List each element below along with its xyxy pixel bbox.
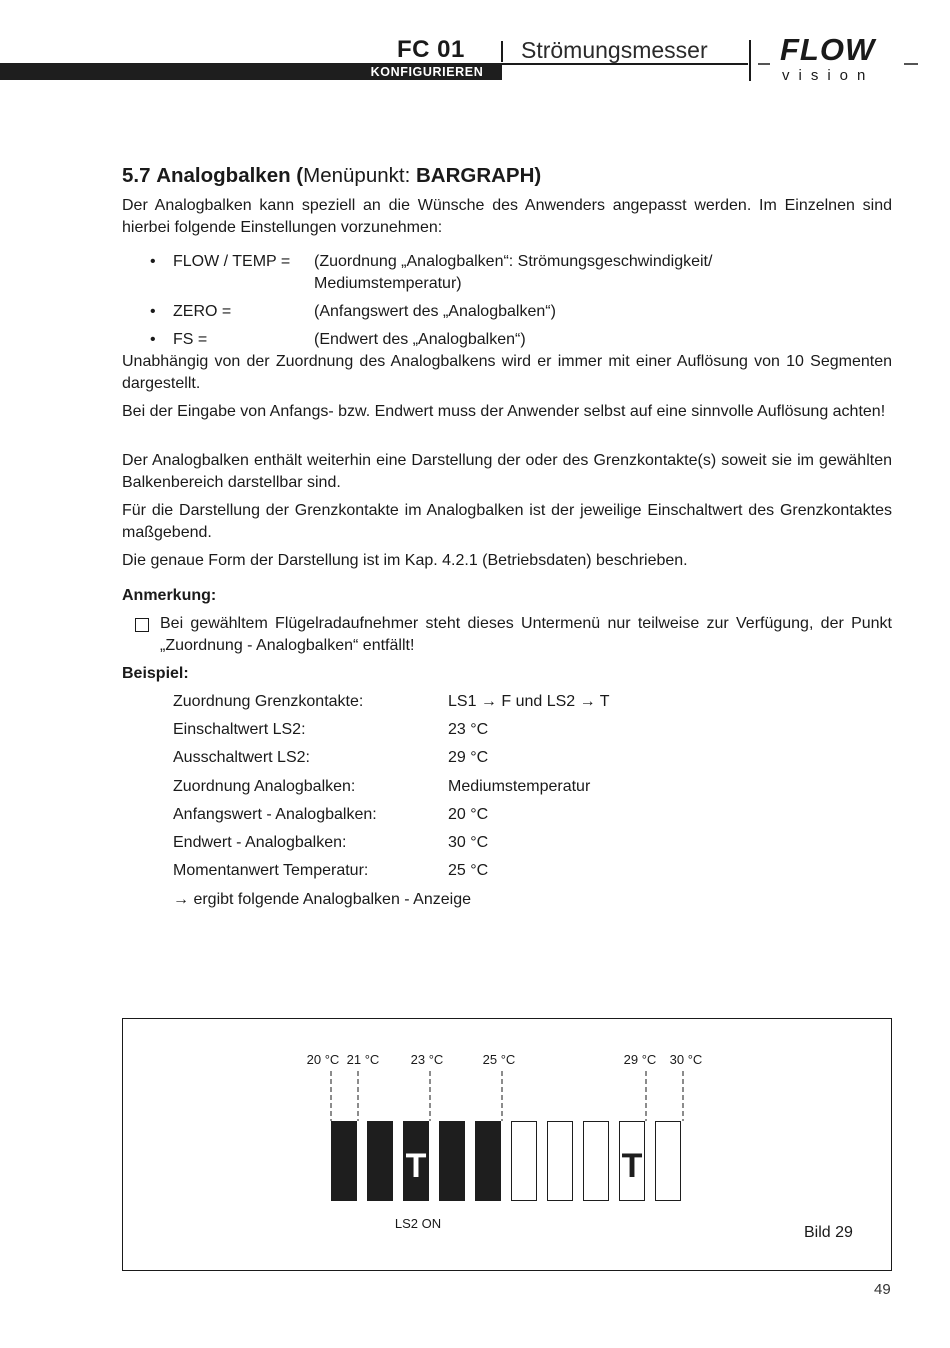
example-key: Endwert - Analogbalken: [173,834,347,851]
intro-paragraph: Der Analogbalken kann speziell an die Wünsche des Anwenders angepasst werden. Im Einzelnen sind hierbei folgende Einstellungen vorzunehmen: [122,197,892,236]
bar-segment [368,1122,393,1201]
heading-normal: Menüpunkt: [303,164,416,187]
example-key: Einschaltwert LS2: [173,721,306,738]
status-label: LS2 ON [394,1216,442,1231]
example-key: Anfangswert - Analogbalken: [173,806,377,823]
bar-segment [476,1122,501,1201]
example-value: 20 °C [448,806,489,823]
header-product-code: FC 01 [397,36,465,63]
heading-bold2: BARGRAPH) [415,164,542,187]
tick-label: 23 °C [410,1052,444,1067]
bargraph-diagram [123,1019,891,1270]
example-result: → ergibt folgende Analogbalken - Anzeige [173,891,471,908]
example-key: Ausschaltwert LS2: [173,749,310,766]
flow-vision-logo [758,30,920,84]
paragraph: Bei der Eingabe von Anfangs- bzw. Endwert muss der Anwender selbst auf eine sinnvolle Auflösung achten! [122,403,886,420]
example-key: Momentanwert Temperatur: [173,862,369,879]
heading-number: 5.7 [122,164,151,187]
bar-segment [440,1122,465,1201]
bar-segment [584,1122,609,1201]
example-value: 25 °C [448,862,489,879]
paragraph: Für die Darstellung der Grenzkontakte im Analogbalken ist der jeweilige Einschaltwert des Grenzkontaktes maßgebend. [122,502,892,541]
example-value: 23 °C [448,721,489,738]
example-value: Mediumstemperatur [448,778,591,795]
example-value: 30 °C [448,834,489,851]
tick-label: 21 °C [346,1052,380,1067]
paragraph: Die genaue Form der Darstellung ist im Kap. 4.2.1 (Betriebsdaten) beschrieben. [122,552,688,569]
header-divider-right [749,40,751,81]
header-divider [501,41,503,62]
heading-bold: Analogbalken ( [156,164,304,187]
logo-sub: vision [782,67,875,84]
example-key: Zuordnung Analogbalken: [173,778,356,795]
page-number: 49 [874,1281,891,1298]
header-title: Strömungsmesser [521,37,708,63]
bullet-key: FS = [173,331,208,348]
bullet-key: FLOW / TEMP = [173,253,291,270]
example-key: Zuordnung Grenzkontakte: [173,693,364,710]
bullet-value: (Anfangswert des „Analogbalken“) [314,303,556,320]
bargraph-figure [122,1018,892,1271]
bullet-dot: • [150,331,156,348]
tick-label: 30 °C [669,1052,703,1067]
tick-label: 29 °C [623,1052,657,1067]
note-label: Anmerkung: [122,587,217,604]
checkbox-icon [135,618,149,632]
limit-marker-label: T [621,1147,643,1185]
header-section-label: KONFIGURIEREN [370,65,484,79]
bullet-key: ZERO = [173,303,232,320]
paragraph: Der Analogbalken enthält weiterhin eine Darstellung der oder des Grenzkontakte(s) soweit sie im gewählten Balkenbereich darstellbar sind. [122,452,892,491]
limit-marker-label: T [405,1147,427,1185]
example-value: 29 °C [448,749,489,766]
example-label: Beispiel: [122,665,189,682]
paragraph: Unabhängig von der Zuordnung des Analogbalkens wird er immer mit einer Auflösung von 10 Segmenten dargestellt. [122,353,892,392]
bar-segment [332,1122,357,1201]
bar-segment [656,1122,681,1201]
bar-segment [512,1122,537,1201]
bullet-value: (Zuordnung „Analogbalken“: Strömungsgeschwindigkeit/ Mediumstemperatur) [314,253,713,292]
header-rule [502,63,748,65]
example-value: LS1 → F und LS2 → T [448,693,610,710]
section-heading [122,163,541,189]
bar-segment [548,1122,573,1201]
bullet-value: (Endwert des „Analogbalken“) [314,331,526,348]
tick-label: 25 °C [482,1052,516,1067]
bullet-dot: • [150,253,156,270]
bullet-dot: • [150,303,156,320]
logo-word: FLOW [780,32,876,67]
tick-label: 20 °C [306,1052,340,1067]
note-text: Bei gewähltem Flügelradaufnehmer steht dieses Untermenü nur teilweise zur Verfügung, der Punkt „Zuordnung - Analogbalken“ entfällt! [160,615,892,654]
figure-caption: Bild 29 [804,1224,853,1241]
